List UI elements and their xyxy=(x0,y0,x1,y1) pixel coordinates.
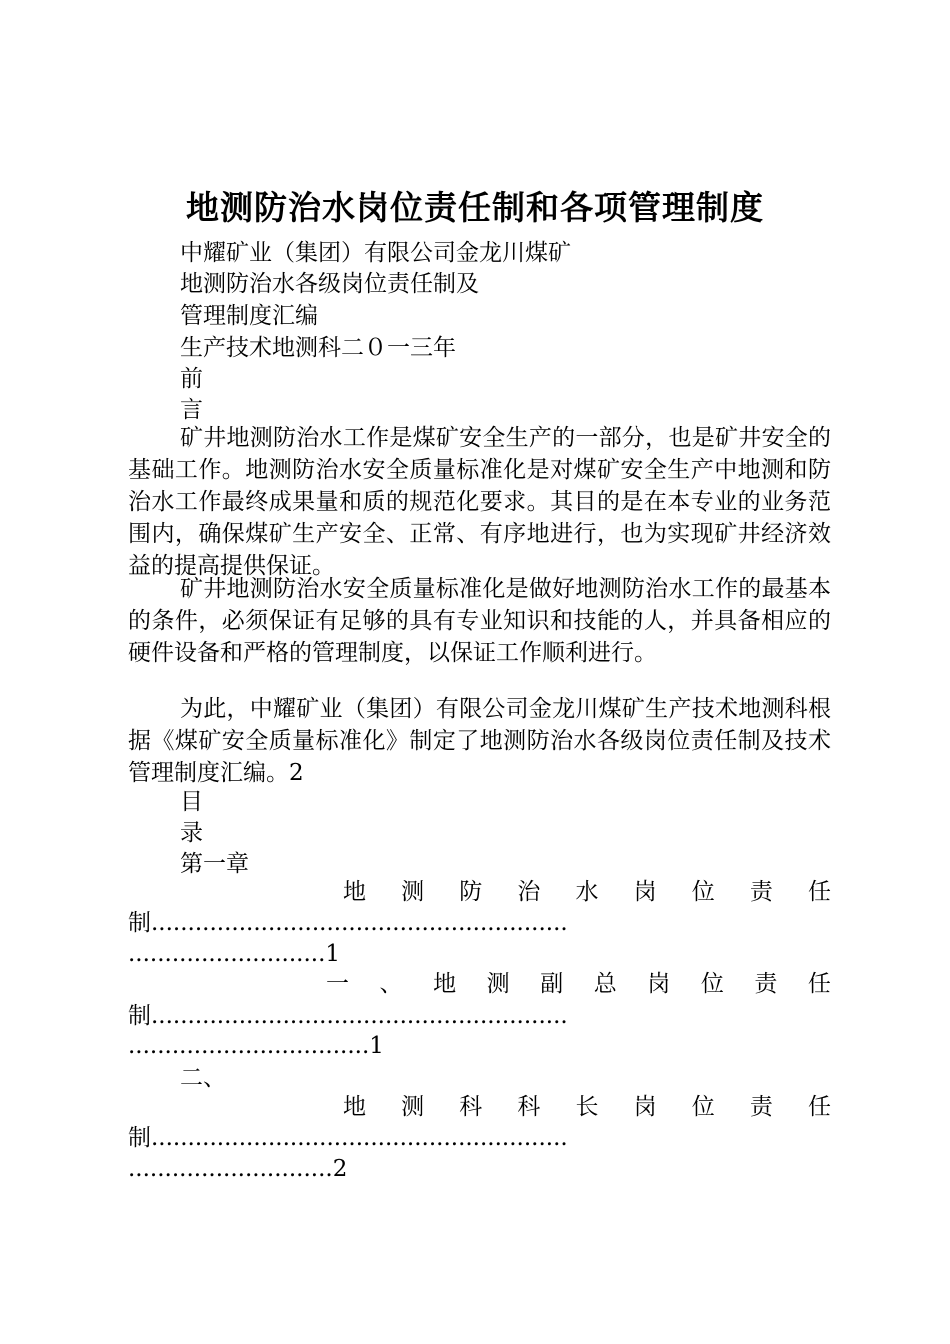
toc-char: 位 xyxy=(691,1094,715,1120)
toc-entry-3-page: ............................2 xyxy=(128,1156,348,1182)
toc-char: 防 xyxy=(459,879,483,905)
toc-entry-3-leader: 制......................................................... xyxy=(128,1125,568,1151)
preface-paragraph-2: 矿井地测防治水安全质量标准化是做好地测防治水工作的最基本的条件，必须保证有足够的具有专业知识和技能的人，并具备相应的硬件设备和严格的管理制度，以保证工作顺利进行。 xyxy=(128,576,831,666)
toc-char: 科 xyxy=(459,1094,483,1120)
toc-char: 地 xyxy=(343,879,366,905)
toc-char: 责 xyxy=(749,1094,773,1120)
toc-char: 长 xyxy=(575,1094,599,1120)
toc-heading-char-1: 目 xyxy=(180,789,203,815)
toc-chapter-label: 第一章 xyxy=(180,851,249,877)
toc-char: 岗 xyxy=(633,1094,657,1120)
toc-char: 测 xyxy=(401,879,425,905)
document-title: 地测防治水岗位责任制和各项管理制度 xyxy=(186,188,764,227)
preface-heading-char-2: 言 xyxy=(180,397,203,423)
toc-entry-3-title[interactable] xyxy=(343,1091,831,1123)
toc-char: 任 xyxy=(807,971,831,997)
subtitle-line-1: 地测防治水各级岗位责任制及 xyxy=(180,271,479,297)
preface-paragraph-3: 为此，中耀矿业（集团）有限公司金龙川煤矿生产技术地测科根据《煤矿安全质量标准化》制定了地测防治水各级岗位责任制及技术管理制度汇编。2 xyxy=(128,696,831,786)
toc-entry-1-title[interactable] xyxy=(343,876,831,908)
preface-heading-char-1: 前 xyxy=(180,366,203,392)
toc-char: 测 xyxy=(486,971,510,997)
toc-char: 测 xyxy=(401,1094,425,1120)
toc-entry-1-leader: 制......................................................... xyxy=(128,910,568,936)
toc-entry-2-title[interactable] xyxy=(326,968,831,1000)
toc-char: 任 xyxy=(808,1094,831,1120)
toc-char: 岗 xyxy=(647,971,671,997)
toc-entry-3-label: 二、 xyxy=(180,1065,226,1091)
toc-char: 岗 xyxy=(633,879,657,905)
subtitle-line-2: 管理制度汇编 xyxy=(180,303,318,329)
toc-char: 位 xyxy=(691,879,715,905)
toc-entry-2-page: .................................1 xyxy=(128,1033,384,1059)
preface-paragraph-1: 矿井地测防治水工作是煤矿安全生产的一部分，也是矿井安全的基础工作。地测防治水安全质量标准化是对煤矿安全生产中地测和防治水工作最终成果量和质的规范化要求。其目的是在本专业的业务范围内，确保煤矿生产安全、正常、有序地进行，也为实现矿井经济效益的提高提供保证。 xyxy=(128,425,831,579)
toc-char: 地 xyxy=(433,971,457,997)
toc-char: 、 xyxy=(379,971,403,997)
toc-char: 一 xyxy=(326,971,349,997)
toc-char: 位 xyxy=(700,971,724,997)
toc-entry-2-leader: 制......................................................... xyxy=(128,1003,568,1029)
company-name-line: 中耀矿业（集团）有限公司金龙川煤矿 xyxy=(180,240,571,266)
toc-char: 科 xyxy=(517,1094,541,1120)
department-year-line: 生产技术地测科二０一三年 xyxy=(180,335,456,361)
toc-char: 地 xyxy=(343,1094,366,1120)
toc-char: 副 xyxy=(540,971,564,997)
toc-char: 责 xyxy=(754,971,778,997)
toc-char: 总 xyxy=(593,971,617,997)
toc-entry-1-page: ...........................1 xyxy=(128,941,341,967)
toc-char: 治 xyxy=(517,879,541,905)
toc-heading-char-2: 录 xyxy=(180,820,203,846)
toc-char: 水 xyxy=(575,879,599,905)
toc-char: 任 xyxy=(808,879,831,905)
toc-char: 责 xyxy=(749,879,773,905)
